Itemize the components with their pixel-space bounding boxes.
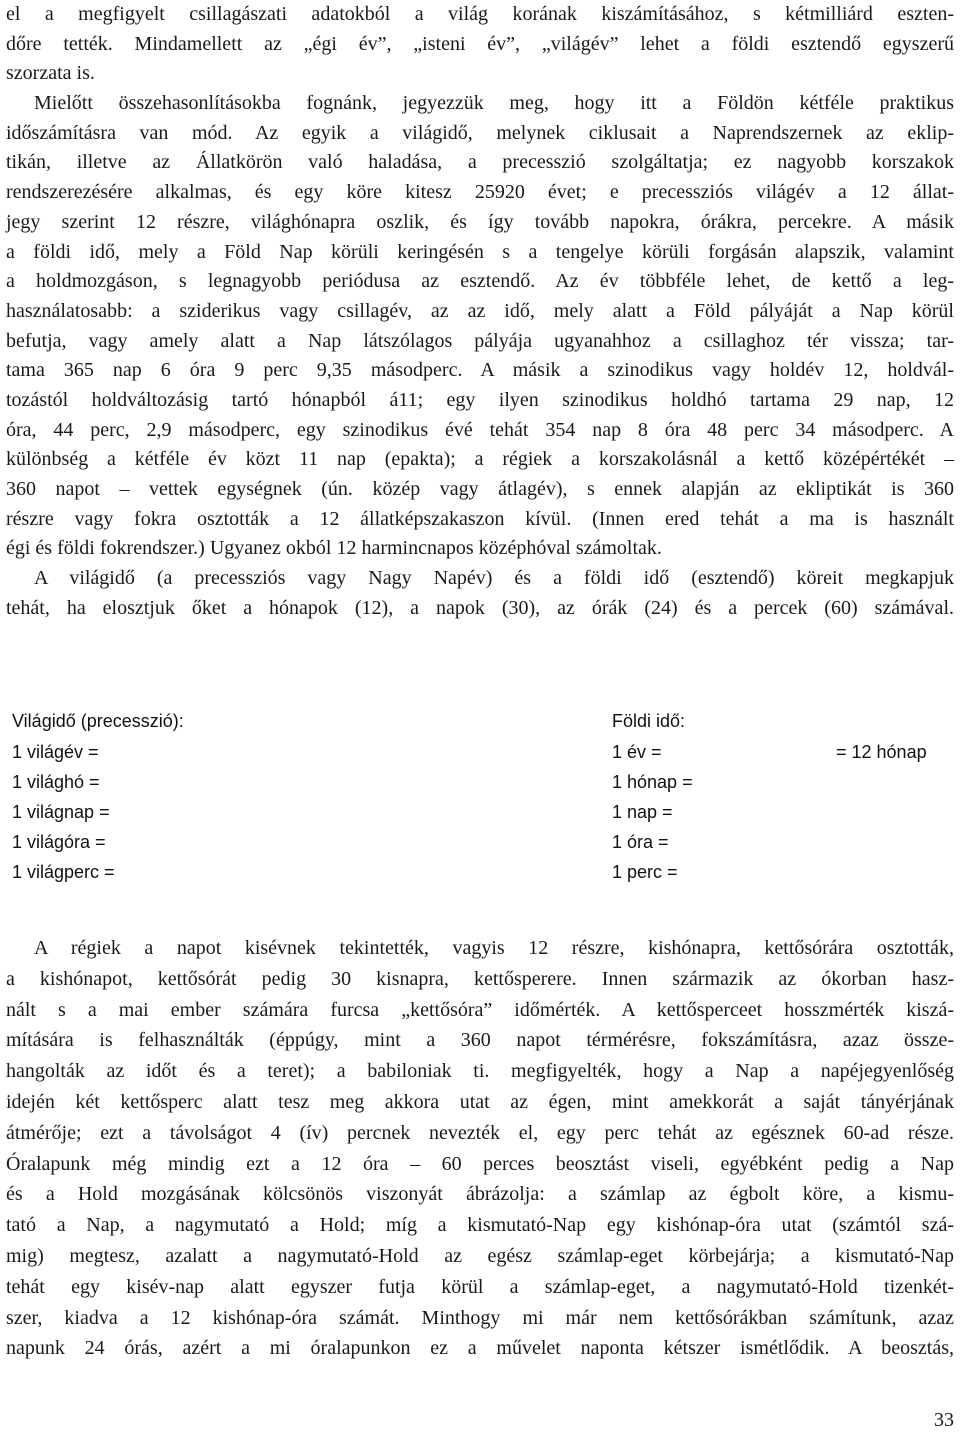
text-line: használatosabb: a sziderikus vagy csillagév, az az idő, mely alatt a Föld pályáját a Nap körül xyxy=(6,299,954,322)
text-line: hangolták az időt és a teret); a babiloniak ti. megfigyelték, hogy a Nap a napéjegyenlőség xyxy=(6,1060,954,1083)
table-cell: 1 nap = xyxy=(612,802,673,822)
table-header-world-time: Világidő (precesszió): xyxy=(12,711,184,731)
text-line: dőre tették. Mindamellett az „égi év”, „isteni év”, „világév” lehet a földi esztendő egyszerű xyxy=(6,32,954,55)
table-cell: 1 perc = xyxy=(612,862,678,882)
text-line: rendszerezésére alkalmas, és egy köre kitesz 25920 évet; e precessziós világév a 12 állat- xyxy=(6,181,954,204)
page-number: 33 xyxy=(934,1409,954,1431)
text-line: tehát egy kisév-nap alatt egyszer futja körül a számlap-eget, a nagymutató-Hold tizenkét- xyxy=(6,1275,954,1298)
table-cell: 1 világnap = xyxy=(12,802,110,822)
table-cell: 1 világhó = xyxy=(12,772,100,792)
text-line: tozástól holdváltozásig tartó hónapból á11; egy ilyen szinodikus holdhó tartama 29 nap, 12 xyxy=(6,388,954,411)
text-line: részre vagy fokra osztották a 12 állatképszakaszon kívül. (Innen ered tehát a ma is használt xyxy=(6,507,954,530)
text-line: el a megfigyelt csillagászati adatokból a világ korának kiszámításához, s kétmilliárd eszten- xyxy=(6,3,954,25)
text-line: 360 napot – vettek egységnek (ún. közép vagy átlagév), s ennek alapján az ekliptikát is 360 xyxy=(6,478,954,500)
table-cell: 1 világév = xyxy=(12,742,99,762)
text-line: tama 365 nap 6 óra 9 perc 9,35 másodperc. A másik a szinodikus vagy holdév 12, holdvál- xyxy=(6,359,954,382)
text-line: mítására is felhasználták (éppúgy, mint a 360 napot térmérésre, fokszámításra, azaz össze- xyxy=(6,1029,954,1052)
text-line: napunk 24 órás, azért a mi óralapunkon ez a művelet naponta kétszer ismétlődik. A beosztás, xyxy=(6,1337,954,1360)
text-line: égi és földi fokrendszer.) Ugyanez okból 12 harmincnapos középhóval számoltak. xyxy=(6,537,662,560)
text-line: nált s a mai ember számára furcsa „kettősóra” időmérték. A kettősperceet hosszmérték kiszá- xyxy=(6,998,954,1021)
text-line: időszámításra van mód. Az egyik a világidő, melynek ciklusait a Naprendszernek az eklip- xyxy=(6,121,954,144)
text-line: Óralapunk még mindig ezt a 12 óra – 60 perces beosztást viseli, egyébként pedig a Nap xyxy=(6,1152,954,1175)
text-line: tikán, illetve az Állatkörön való haladása, a precesszió szolgáltatja; ez nagyobb korszakok xyxy=(6,151,954,174)
text-line: A világidő (a precessziós vagy Nagy Napév) és a földi idő (esztendő) köreit megkapjuk xyxy=(34,567,954,590)
text-line: idején két kettősperc alatt tesz meg akkora utat az égen, mint amekkorát a saját tányérjának xyxy=(6,1090,954,1113)
table-cell: 1 hónap = xyxy=(612,772,693,792)
table-cell: 1 év = xyxy=(612,742,662,762)
body-text-bottom xyxy=(6,933,954,1364)
text-line: szorzata is. xyxy=(6,62,95,85)
text-line: tató a Nap, a nagymutató a Hold; míg a kismutató-Nap egy kishónap-óra utat (számtól szá- xyxy=(6,1214,954,1237)
body-text-top xyxy=(6,0,954,623)
table-cell: 1 világperc = xyxy=(12,862,115,882)
text-line: különbség a kétféle év közt 11 nap (epakta); a régiek a korszakolásnál a kettő középértékét – xyxy=(6,448,954,471)
text-line: szer, kiadva a 12 kishónap-óra számát. Minthogy mi már nem kettősórákban számítunk, azaz xyxy=(6,1306,954,1329)
text-line: tehát, ha elosztjuk őket a hónapok (12), a napok (30), az órák (24) és a percek (60) számával. xyxy=(6,596,954,619)
text-line: átmérője; ezt a távolságot 4 (ív) percnek nevezték el, egy perc tehát az egésznek 60-ad része. xyxy=(6,1121,954,1144)
text-line: befutja, vagy amely alatt a Nap látszólagos pályája ugyanahhoz a csillaghoz tér vissza; tar- xyxy=(6,329,954,352)
table-cell: = 12 hónap xyxy=(836,742,927,762)
text-line: Mielőtt összehasonlításokba fognánk, jegyezzük meg, hogy itt a Földön kétféle praktikus xyxy=(34,92,954,115)
text-line: mig) megtesz, azalatt a nagymutató-Hold az egész számlap-eget körbejárja; a kismutató-Nap xyxy=(6,1244,954,1267)
text-line: és a Hold mozgásának kölcsönös viszonyát ábrázolja: a számlap az égbolt köre, a kismu- xyxy=(6,1183,954,1206)
text-line: a földi idő, mely a Föld Nap körüli keringésén s a tengelye körüli forgásán alapszik, valamint xyxy=(6,240,954,263)
text-line: A régiek a napot kisévnek tekintették, vagyis 12 részre, kishónapra, kettősórára osztották, xyxy=(34,937,954,959)
table-header-earth-time: Földi idő: xyxy=(612,711,686,731)
text-line: a holdmozgáson, s legnagyobb periódusa az esztendő. Az év többféle lehet, de kettő a leg- xyxy=(6,270,954,293)
text-line: a kishónapot, kettősórát pedig 30 kisnapra, kettősperere. Innen származik az ókorban hasz- xyxy=(6,967,954,990)
text-line: óra, 44 perc, 2,9 másodperc, egy szinodikus évé tehát 354 nap 8 óra 48 perc 34 másodperc. A xyxy=(6,418,954,441)
text-line: jegy szerint 12 részre, világhónapra oszlik, és így tovább napokra, órákra, percekre. A másik xyxy=(6,210,954,233)
table-cell: 1 világóra = xyxy=(12,832,106,852)
table-cell: 1 óra = xyxy=(612,832,669,852)
